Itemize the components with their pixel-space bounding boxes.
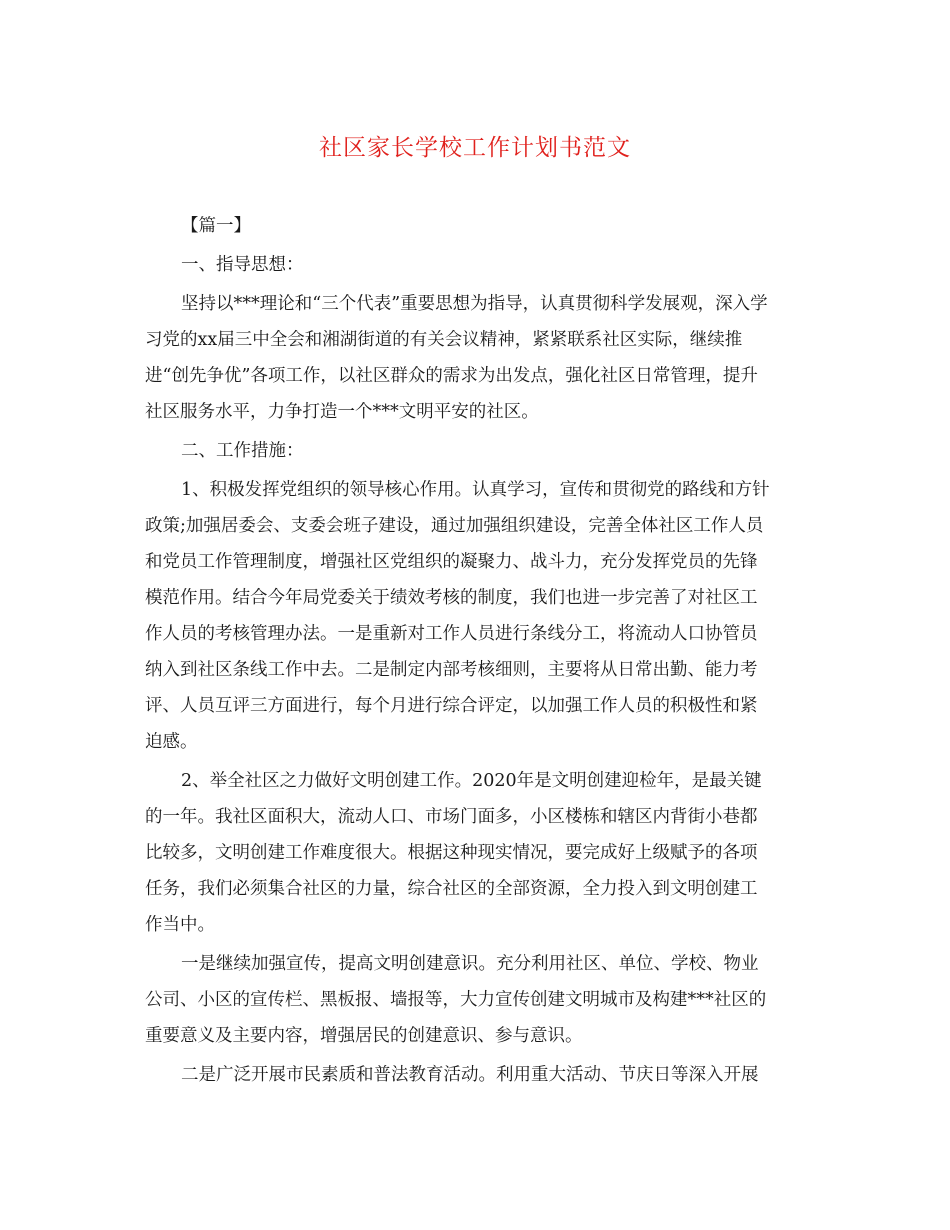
paragraph-line: 二是广泛开展市民素质和普法教育活动。利用重大活动、节庆日等深入开展 [181, 1065, 759, 1085]
paragraph-party-leadership [145, 472, 810, 760]
paragraph-line: 坚持以***理论和“三个代表”重要思想为指导，认真贯彻科学发展观，深入学 [181, 294, 768, 314]
paragraph-education [145, 1057, 810, 1093]
heading-guiding-ideology: 一、指导思想： [181, 255, 304, 275]
heading-work-measures: 二、工作措施： [181, 441, 304, 461]
paragraph-publicity [145, 946, 810, 1054]
section-label: 【篇一】 [181, 216, 251, 236]
paragraph-line: 和党员工作管理制度，增强社区党组织的凝聚力、战斗力，充分发挥党员的先锋 [145, 552, 758, 572]
paragraph-line: 进“创先争优”各项工作，以社区群众的需求为出发点，强化社区日常管理，提升 [145, 366, 758, 386]
paragraph-guiding-ideology [145, 286, 810, 430]
paragraph-line: 2、举全社区之力做好文明创建工作。2020年是文明创建迎检年，是最关键 [181, 771, 762, 791]
paragraph-civilization-building [145, 763, 810, 943]
paragraph-line: 作当中。 [145, 915, 215, 935]
paragraph-line: 习党的xx届三中全会和湘湖街道的有关会议精神，紧紧联系社区实际，继续推 [145, 330, 743, 350]
paragraph-line: 任务，我们必须集合社区的力量，综合社区的全部资源，全力投入到文明创建工 [145, 879, 758, 899]
document-title: 社区家长学校工作计划书范文 [319, 135, 631, 161]
paragraph-line: 模范作用。结合今年局党委关于绩效考核的制度，我们也进一步完善了对社区工 [145, 588, 758, 608]
paragraph-line: 重要意义及主要内容，增强居民的创建意识、参与意识。 [145, 1026, 583, 1046]
paragraph-line: 社区服务水平，力争打造一个***文明平安的社区。 [145, 402, 539, 422]
paragraph-line: 迫感。 [145, 732, 198, 752]
paragraph-line: 一是继续加强宣传，提高文明创建意识。充分利用社区、单位、学校、物业 [181, 954, 759, 974]
paragraph-line: 政策;加强居委会、支委会班子建设，通过加强组织建设，完善全体社区工作人员 [145, 516, 764, 536]
paragraph-line: 纳入到社区条线工作中去。二是制定内部考核细则，主要将从日常出勤、能力考 [145, 660, 758, 680]
paragraph-line: 作人员的考核管理办法。一是重新对工作人员进行条线分工，将流动人口协管员 [145, 624, 758, 644]
paragraph-line: 公司、小区的宣传栏、黑板报、墙报等，大力宣传创建文明城市及构建***社区的 [145, 990, 767, 1010]
document-body [145, 208, 810, 1093]
paragraph-line: 的一年。我社区面积大，流动人口、市场门面多，小区楼栋和辖区内背街小巷都 [145, 807, 758, 827]
paragraph-line: 评、人员互评三方面进行，每个月进行综合评定，以加强工作人员的积极性和紧 [145, 696, 758, 716]
paragraph-line: 1、积极发挥党组织的领导核心作用。认真学习，宣传和贯彻党的路线和方针 [181, 480, 770, 500]
paragraph-line: 比较多，文明创建工作难度很大。根据这种现实情况，要完成好上级赋予的各项 [145, 843, 758, 863]
